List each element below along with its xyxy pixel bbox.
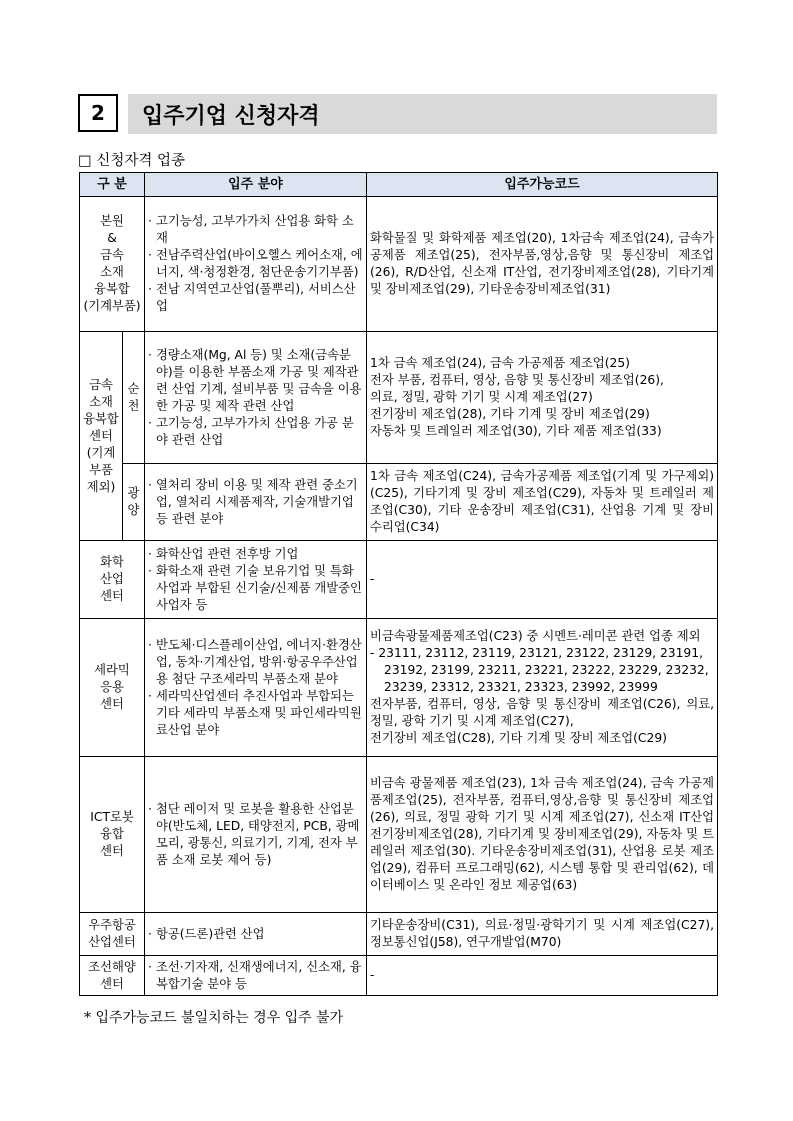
codes-cell: 비금속 광물제품 제조업(23), 1차 금속 제조업(24), 금속 가공제품제조업(25), 전자부품, 컴퓨터,영상,음향 및 통신장비 제조업(26), 의료, 정밀 광학 기기 및 시계 제조업(27), 신소재 IT산업 전기장비제조업(28), 기타기계 및 장비제조업(29), 자동차 및 트레일러 제조업(30). 기타운송장비제조업(31), 산업용 로봇 제조업(29), 컴퓨터 프로그래밍(62), 시스템 통합 및 관리업(62), 데이터베이스 및 온라인 정보 제공업(63) xyxy=(367,757,718,913)
section-title: 입주기업 신청자격 xyxy=(128,94,717,134)
table-row xyxy=(80,619,718,757)
eligibility-table xyxy=(79,172,718,996)
category-cell: 조선해양 센터 xyxy=(80,956,145,996)
field-cell: · 고기능성, 고부가가치 산업용 화학 소재 · 전남주력산업(바이오헬스 케어소재, 에너지, 색·청정환경, 첨단운송기기부품) · 전남 지역연고산업(풀뿌리), 서비스산업 xyxy=(145,197,367,332)
codes-cell: 기타운송장비(C31), 의료·정밀·광학기기 및 시계 제조업(C27), 정보통신업(J58), 연구개발업(M70) xyxy=(367,913,718,956)
category-cell: 화학 산업 센터 xyxy=(80,541,145,619)
table-row xyxy=(80,541,718,619)
codes-cell: 1차 금속 제조업(24), 금속 가공제품 제조업(25) 전자 부품, 컴퓨터, 영상, 음향 및 통신장비 제조업(26), 의료, 정밀, 광학 기기 및 시계 제조업(27) 전기장비 제조업(28), 기타 기계 및 장비 제조업(29) 자동차 및 트레일러 제조업(30), 기타 제품 제조업(33) xyxy=(367,332,718,464)
category-cell: 우주항공 산업센터 xyxy=(80,913,145,956)
header-codes: 입주가능코드 xyxy=(367,173,718,197)
section-number: 2 xyxy=(78,94,118,132)
field-cell: · 화학산업 관련 전후방 기업 · 화학소재 관련 기술 보유기업 및 특화사업과 부합된 신기술/신제품 개발중인 사업자 등 xyxy=(145,541,367,619)
section-header xyxy=(78,94,717,134)
table-header-row xyxy=(80,173,718,197)
category-cell: 본원 & 금속 소재 융복합 (기계부품) xyxy=(80,197,145,332)
codes-cell: 화학물질 및 화학제품 제조업(20), 1차금속 제조업(24), 금속가공제품 제조업(25), 전자부품,영상,음향 및 통신장비 제조업(26), R/D산업, 신소재 IT산업, 전기장비제조업(28), 기타기계 및 장비제조업(29), 기타운송장비제조업(31) xyxy=(367,197,718,332)
field-cell: · 첨단 레이저 및 로봇을 활용한 산업분야(반도체, LED, 태양전지, PCB, 광메모리, 광통신, 의료기기, 기계, 전자 부품 소재 로봇 제어 등) xyxy=(145,757,367,913)
codes-cell: 1차 금속 제조업(C24), 금속가공제품 제조업(기계 및 가구제외)(C25), 기타기계 및 장비 제조업(C29), 자동차 및 트레일러 제조업(C30), 기타 운송장비 제조업(C31), 산업용 기계 및 장비 수리업(C34) xyxy=(367,464,718,541)
field-cell: · 반도체·디스플레이산업, 에너지·환경산업, 동차·기계산업, 방위·항공우주산업용 첨단 구조세라믹 부품소재 분야 · 세라믹산업센터 추진사업과 부합되는 기타 세라믹 부품소재 및 파인세라믹원료산업 분야 xyxy=(145,619,367,757)
field-cell: · 항공(드론)관련 산업 xyxy=(145,913,367,956)
subcategory-cell: 광양 xyxy=(123,464,145,541)
subtitle: □ 신청자격 업종 xyxy=(78,153,185,169)
category-cell: 세라믹 응용 센터 xyxy=(80,619,145,757)
table-row xyxy=(80,464,718,541)
category-cell: ICT로봇 융합 센터 xyxy=(80,757,145,913)
codes-cell: - xyxy=(367,541,718,619)
header-category: 구 분 xyxy=(80,173,145,197)
header-field: 입주 분야 xyxy=(145,173,367,197)
table-row xyxy=(80,956,718,996)
field-cell: · 열처리 장비 이용 및 제작 관련 중소기업, 열처리 시제품제작, 기술개발기업 등 관련 분야 xyxy=(145,464,367,541)
table-row xyxy=(80,332,718,464)
table-row xyxy=(80,197,718,332)
table-row xyxy=(80,757,718,913)
codes-cell: 비금속광물제품제조업(C23) 중 시멘트·레미콘 관련 업종 제외 - 23111, 23112, 23119, 23121, 23122, 23129, 23191, 23192, 23199, 23211, 23221, 23222, 23229, 23232, 23239, 23312, 23321, 23323, 23992, 23999 전자부품, 컴퓨터, 영상, 음향 및 통신장비 제조업(C26), 의료, 정밀, 광학 기기 및 시계 제조업(C27), 전기장비 제조업(C28), 기타 기계 및 장비 제조업(C29) xyxy=(367,619,718,757)
subcategory-cell: 순천 xyxy=(123,332,145,464)
category-cell: 금속 소재 융복합 센터 (기계 부품 제외) xyxy=(80,332,123,541)
footnote: * 입주가능코드 불일치하는 경우 입주 불가 xyxy=(84,1010,344,1026)
field-cell: · 조선·기자재, 신재생에너지, 신소재, 융복합기술 분야 등 xyxy=(145,956,367,996)
table-row xyxy=(80,913,718,956)
field-cell: · 경량소재(Mg, Al 등) 및 소재(금속분야)를 이용한 부품소재 가공 및 제작관련 산업 기계, 설비부품 및 금속을 이용한 가공 및 제작 관련 산업 · 고기능성, 고부가가치 산업용 가공 분야 관련 산업 xyxy=(145,332,367,464)
codes-cell: - xyxy=(367,956,718,996)
